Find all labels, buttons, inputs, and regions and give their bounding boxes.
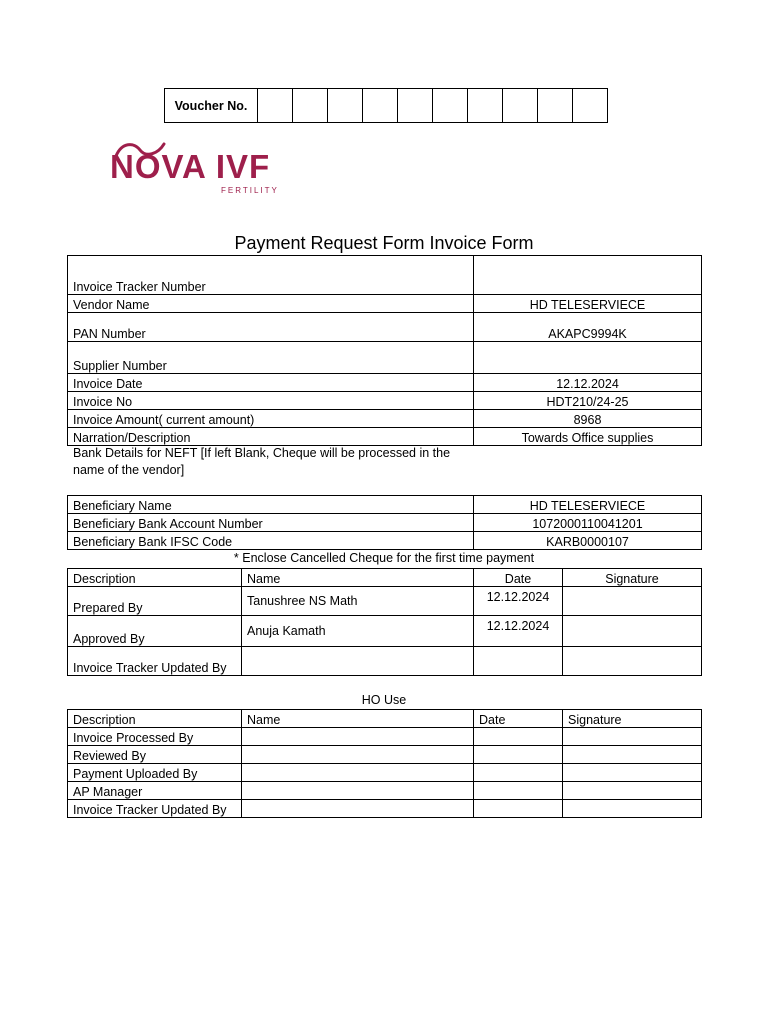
- row-name[interactable]: [242, 764, 474, 782]
- voucher-digit-box[interactable]: [363, 89, 398, 123]
- field-label: Invoice Date: [68, 374, 474, 392]
- table-row: [68, 782, 702, 800]
- field-value[interactable]: [474, 256, 702, 295]
- approval-table: [67, 568, 702, 676]
- voucher-digit-box[interactable]: [258, 89, 293, 123]
- field-label: Beneficiary Bank Account Number: [68, 514, 474, 532]
- table-row: [68, 295, 702, 313]
- row-signature[interactable]: [563, 782, 702, 800]
- table-row: [68, 746, 702, 764]
- voucher-digit-box[interactable]: [433, 89, 468, 123]
- table-row: [68, 392, 702, 410]
- column-header: Signature: [563, 569, 702, 587]
- row-date[interactable]: [474, 782, 563, 800]
- field-label: PAN Number: [68, 313, 474, 342]
- page-title: Payment Request Form Invoice Form: [234, 233, 534, 253]
- table-row: [68, 764, 702, 782]
- row-name[interactable]: Anuja Kamath: [242, 616, 474, 647]
- voucher-label: Voucher No.: [165, 89, 258, 123]
- field-label: Invoice No: [68, 392, 474, 410]
- cheque-note: * Enclose Cancelled Cheque for the first time payment: [233, 551, 535, 565]
- table-row: [68, 428, 702, 446]
- ho-use-title: HO Use: [361, 693, 407, 707]
- voucher-digit-box[interactable]: [328, 89, 363, 123]
- row-description: AP Manager: [68, 782, 242, 800]
- voucher-digit-box[interactable]: [503, 89, 538, 123]
- row-date[interactable]: [474, 746, 563, 764]
- field-value[interactable]: [474, 342, 702, 374]
- field-label: Beneficiary Bank IFSC Code: [68, 532, 474, 550]
- field-value[interactable]: Towards Office supplies: [474, 428, 702, 446]
- column-header: Description: [68, 710, 242, 728]
- row-signature[interactable]: [563, 728, 702, 746]
- table-row: [68, 616, 702, 647]
- column-header: Name: [242, 710, 474, 728]
- column-header: Date: [474, 710, 563, 728]
- row-date[interactable]: [474, 764, 563, 782]
- row-description: Approved By: [68, 616, 242, 647]
- row-name[interactable]: Tanushree NS Math: [242, 587, 474, 616]
- column-header: Name: [242, 569, 474, 587]
- table-row: [68, 374, 702, 392]
- row-description: Invoice Tracker Updated By: [68, 647, 242, 676]
- row-description: Invoice Tracker Updated By: [68, 800, 242, 818]
- row-description: Invoice Processed By: [68, 728, 242, 746]
- logo-tagline: FERTILITY: [221, 186, 279, 195]
- table-header-row: [68, 710, 702, 728]
- row-description: Prepared By: [68, 587, 242, 616]
- field-label: Invoice Tracker Number: [68, 256, 474, 295]
- voucher-number-box: [164, 88, 608, 123]
- field-label: Vendor Name: [68, 295, 474, 313]
- table-row: [68, 514, 702, 532]
- table-row: [68, 532, 702, 550]
- row-signature[interactable]: [563, 800, 702, 818]
- row-signature[interactable]: [563, 647, 702, 676]
- field-label: Beneficiary Name: [68, 496, 474, 514]
- field-label: Invoice Amount( current amount): [68, 410, 474, 428]
- row-date[interactable]: [474, 728, 563, 746]
- row-description: Reviewed By: [68, 746, 242, 764]
- field-value[interactable]: 12.12.2024: [474, 374, 702, 392]
- column-header: Description: [68, 569, 242, 587]
- voucher-digit-box[interactable]: [398, 89, 433, 123]
- row-signature[interactable]: [563, 587, 702, 616]
- field-label: Narration/Description: [68, 428, 474, 446]
- voucher-digit-box[interactable]: [573, 89, 608, 123]
- row-name[interactable]: [242, 800, 474, 818]
- table-row: [68, 313, 702, 342]
- row-name[interactable]: [242, 647, 474, 676]
- row-signature[interactable]: [563, 616, 702, 647]
- row-name[interactable]: [242, 728, 474, 746]
- table-row: [68, 342, 702, 374]
- column-header: Date: [474, 569, 563, 587]
- field-value[interactable]: HDT210/24-25: [474, 392, 702, 410]
- row-name[interactable]: [242, 746, 474, 764]
- field-value[interactable]: KARB0000107: [474, 532, 702, 550]
- table-row: [68, 410, 702, 428]
- row-signature[interactable]: [563, 764, 702, 782]
- bank-details-table: [67, 495, 702, 550]
- field-value[interactable]: 8968: [474, 410, 702, 428]
- logo-brand-text: NOVA IVF: [110, 148, 271, 185]
- table-row: [68, 800, 702, 818]
- field-value[interactable]: HD TELESERVIECE: [474, 496, 702, 514]
- table-row: [68, 587, 702, 616]
- row-date[interactable]: 12.12.2024: [474, 587, 563, 616]
- row-name[interactable]: [242, 782, 474, 800]
- table-row: [68, 256, 702, 295]
- row-date[interactable]: [474, 800, 563, 818]
- invoice-details-table: [67, 255, 702, 446]
- table-header-row: [68, 569, 702, 587]
- ho-use-table: [67, 709, 702, 818]
- bank-details-note: Bank Details for NEFT [If left Blank, Cheque will be processed in the name of the vendor]: [73, 446, 451, 477]
- row-date[interactable]: 12.12.2024: [474, 616, 563, 647]
- table-row: [68, 496, 702, 514]
- row-signature[interactable]: [563, 746, 702, 764]
- voucher-digit-box[interactable]: [293, 89, 328, 123]
- row-description: Payment Uploaded By: [68, 764, 242, 782]
- field-label: Supplier Number: [68, 342, 474, 374]
- field-value[interactable]: 1072000110041201: [474, 514, 702, 532]
- voucher-digit-box[interactable]: [538, 89, 573, 123]
- field-value[interactable]: AKAPC9994K: [474, 313, 702, 342]
- table-row: [68, 728, 702, 746]
- column-header: Signature: [563, 710, 702, 728]
- field-value[interactable]: HD TELESERVIECE: [474, 295, 702, 313]
- voucher-digit-box[interactable]: [468, 89, 503, 123]
- row-date[interactable]: [474, 647, 563, 676]
- table-row: [68, 647, 702, 676]
